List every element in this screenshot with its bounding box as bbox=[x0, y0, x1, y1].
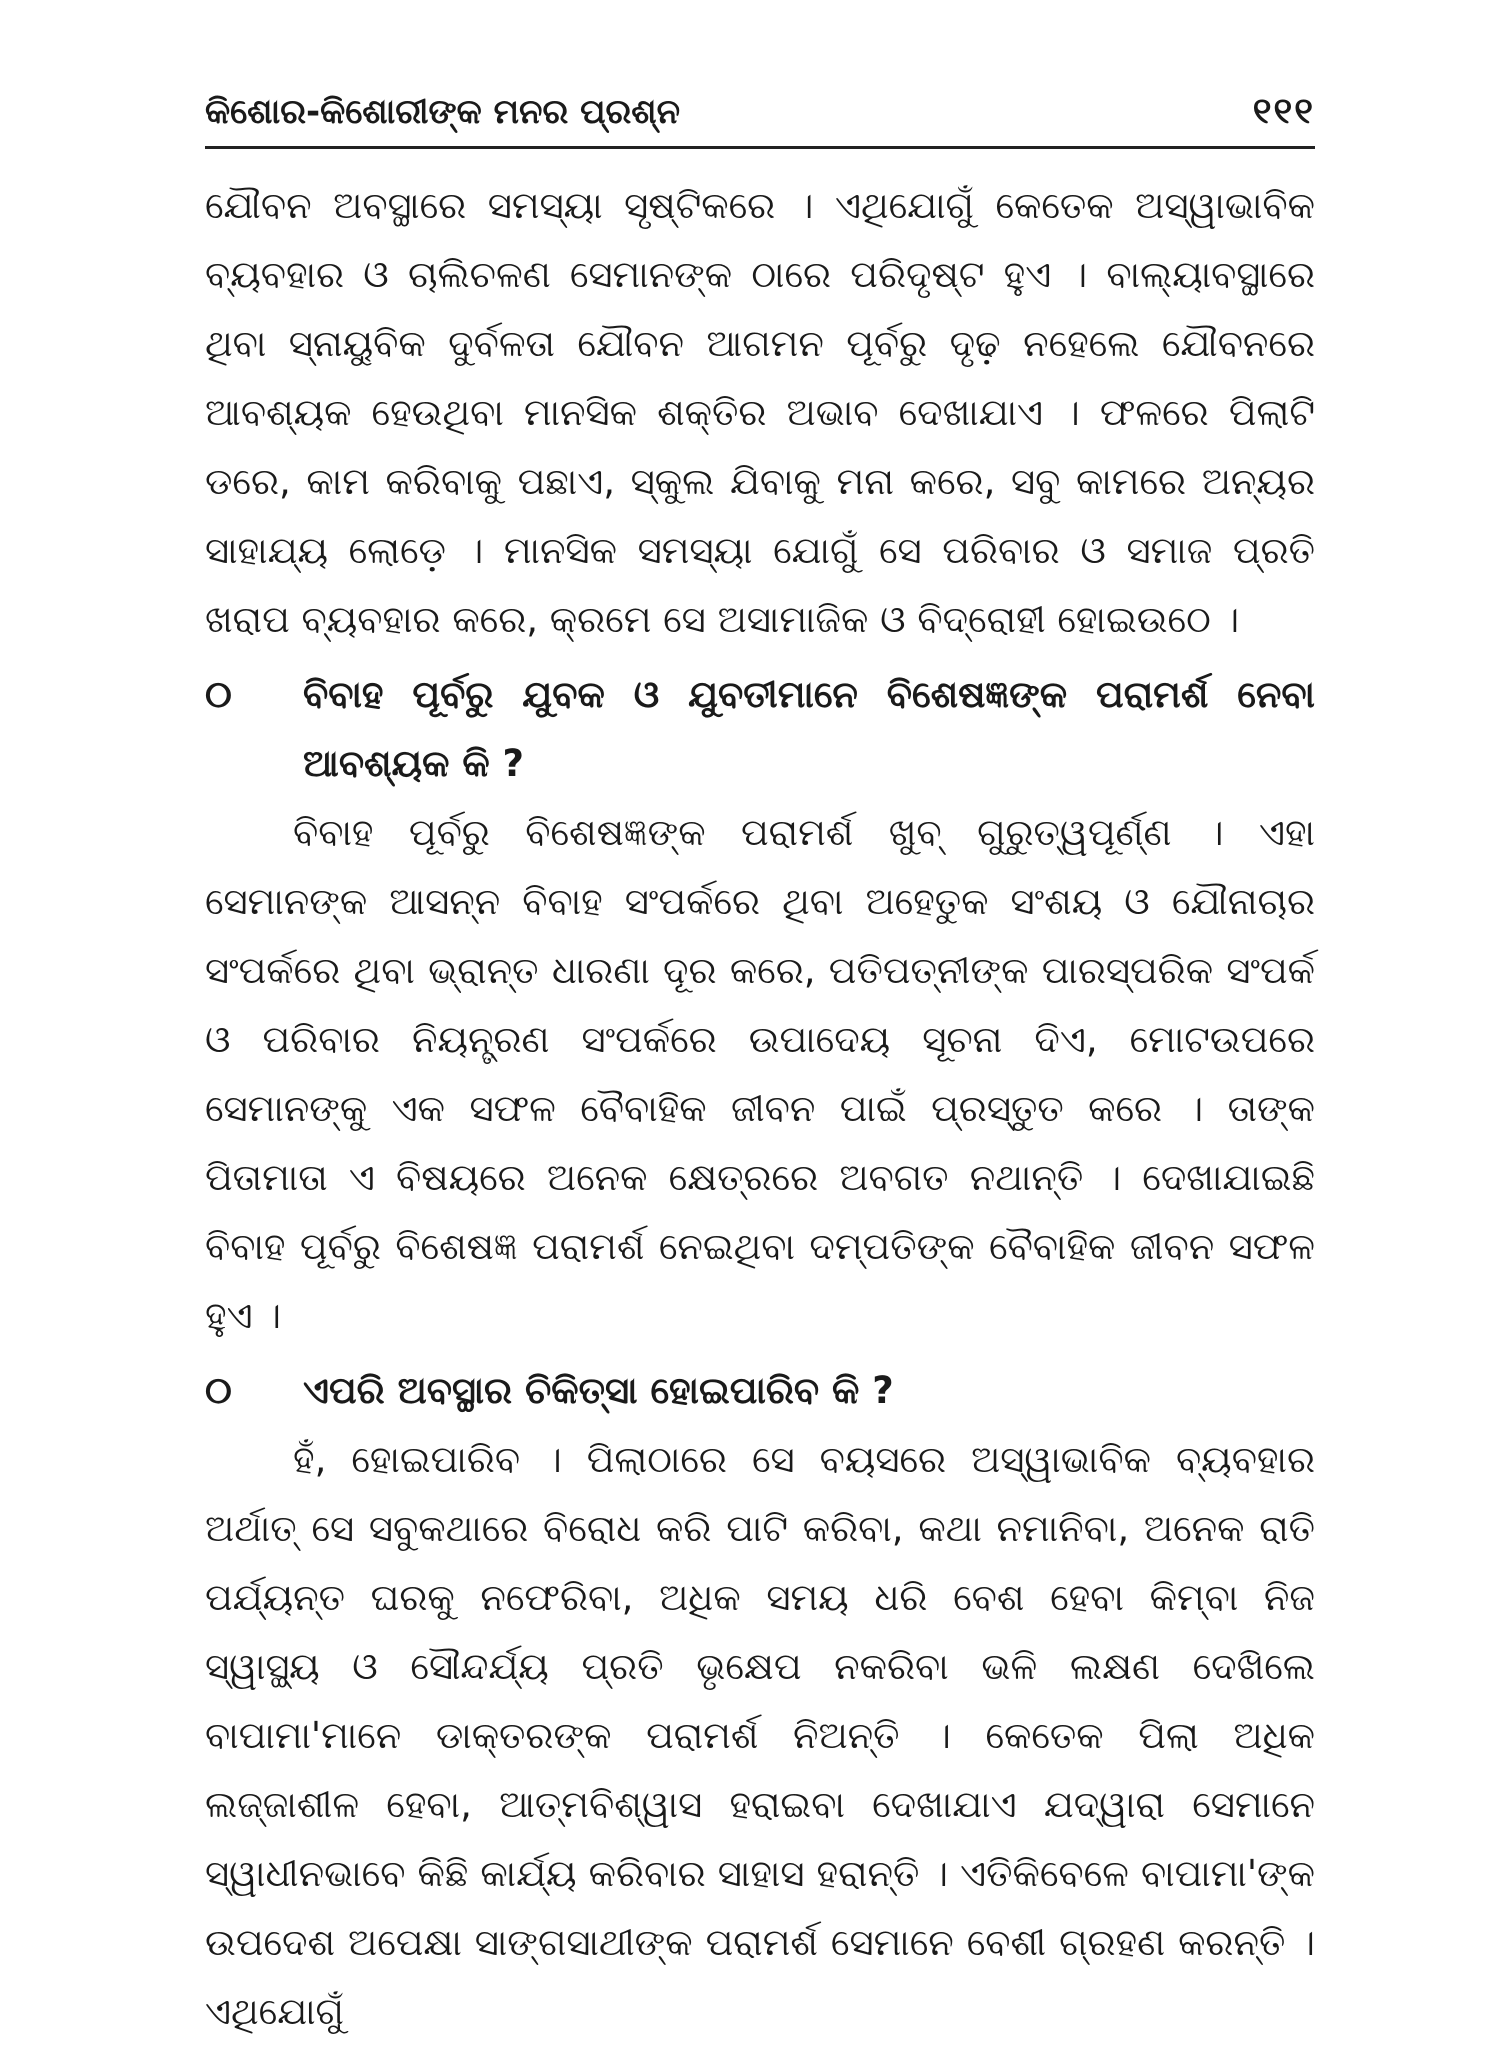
question-text-2: ଏପରି ଅବସ୍ଥାର ଚିକିତ୍ସା ହୋଇପାରିବ କି ? bbox=[303, 1369, 894, 1412]
question-marker-2: ୦ bbox=[205, 1369, 232, 1412]
paragraph-2: ବିବାହ ପୂର୍ବରୁ ବିଶେଷଜ୍ଞଙ୍କ ପରାମର୍ଶ ଖୁବ୍ ଗୁରୁତ୍ୱପୂର୍ଣ୍ଣ । ଏହା ସେମାନଙ୍କ ଆସନ୍ନ ବିବାହ ସଂପର୍କରେ ଥିବା ଅହେତୁକ ସଂଶୟ ଓ ଯୌନାଚାର ସଂପର୍କରେ ଥିବା ଭ୍ରାନ୍ତ ଧାରଣା ଦୂର କରେ, ପତିପତ୍ନୀଙ୍କ ପାରସ୍ପରିକ ସଂପର୍କ ଓ ପରିବାର ନିୟନ୍ତ୍ରଣ ସଂପର୍କରେ ଉପାଦେୟ ସୂଚନା ଦିଏ, ମୋଟଉପରେ ସେମାନଙ୍କୁ ଏକ ସଫଳ ବୈବାହିକ ଜୀବନ ପାଇଁ ପ୍ରସ୍ତୁତ କରେ । ତାଙ୍କ ପିତାମାତା ଏ ବିଷୟରେ ଅନେକ କ୍ଷେତ୍ରରେ ଅବଗତ ନଥାନ୍ତି । ଦେଖାଯାଇଛି ବିବାହ ପୂର୍ବରୁ ବିଶେଷଜ୍ଞ ପରାମର୍ଶ ନେଇଥିବା ଦମ୍ପତିଙ୍କ ବୈବାହିକ ଜୀବନ ସଫଳ ହୁଏ । bbox=[205, 811, 1315, 1337]
page-number: ୧୧୧ bbox=[1252, 91, 1315, 132]
question-1 bbox=[205, 660, 1315, 798]
question-marker-1: ୦ bbox=[205, 673, 232, 716]
question-text-1: ବିବାହ ପୂର୍ବରୁ ଯୁବକ ଓ ଯୁବତୀମାନେ ବିଶେଷଜ୍ଞଙ୍କ ପରାମର୍ଶ ନେବା ଆବଶ୍ୟକ କି ? bbox=[303, 673, 1315, 785]
page-header bbox=[205, 90, 1315, 149]
book-page bbox=[205, 90, 1315, 2033]
paragraph-1: ଯୌବନ ଅବସ୍ଥାରେ ସମସ୍ୟା ସୃଷ୍ଟିକରେ । ଏଥିଯୋଗୁଁ କେତେକ ଅସ୍ୱାଭାବିକ ବ୍ୟବହାର ଓ ଚାଲିଚଳଣ ସେମାନଙ୍କ ଠାରେ ପରିଦୃଷ୍ଟ ହୁଏ । ବାଲ୍ୟାବସ୍ଥାରେ ଥିବା ସ୍ନାୟୁବିକ ଦୁର୍ବଳତା ଯୌବନ ଆଗମନ ପୂର୍ବରୁ ଦୃଢ଼ ନହେଲେ ଯୌବନରେ ଆବଶ୍ୟକ ହେଉଥିବା ମାନସିକ ଶକ୍ତିର ଅଭାବ ଦେଖାଯାଏ । ଫଳରେ ପିଲାଟି ଡରେ, କାମ କରିବାକୁ ପଛାଏ, ସ୍କୁଲ ଯିବାକୁ ମନା କରେ, ସବୁ କାମରେ ଅନ୍ୟର ସାହାଯ୍ୟ ଲୋଡ଼େ । ମାନସିକ ସମସ୍ୟା ଯୋଗୁଁ ସେ ପରିବାର ଓ ସମାଜ ପ୍ରତି ଖରାପ ବ୍ୟବହାର କରେ, କ୍ରମେ ସେ ଅସାମାଜିକ ଓ ବିଦ୍ରୋହୀ ହୋଇଉଠେ । bbox=[205, 184, 1315, 641]
paragraph-3: ହଁ, ହୋଇପାରିବ । ପିଲାଠାରେ ସେ ବୟସରେ ଅସ୍ୱାଭାବିକ ବ୍ୟବହାର ଅର୍ଥାତ୍ ସେ ସବୁକଥାରେ ବିରୋଧ କରି ପାଟି କରିବା, କଥା ନମାନିବା, ଅନେକ ରାତି ପର୍ଯ୍ୟନ୍ତ ଘରକୁ ନଫେରିବା, ଅଧିକ ସମୟ ଧରି ବେଶ ହେବା କିମ୍ବା ନିଜ ସ୍ୱାସ୍ଥ୍ୟ ଓ ସୌନ୍ଦର୍ଯ୍ୟ ପ୍ରତି ଭୃକ୍ଷେପ ନକରିବା ଭଳି ଲକ୍ଷଣ ଦେଖିଲେ ବାପାମା'ମାନେ ଡାକ୍ତରଙ୍କ ପରାମର୍ଶ ନିଅନ୍ତି । କେତେକ ପିଲା ଅଧିକ ଲଜ୍ଜାଶୀଳ ହେବା, ଆତ୍ମବିଶ୍ୱାସ ହରାଇବା ଦେଖାଯାଏ ଯଦ୍ୱାରା ସେମାନେ ସ୍ୱାଧୀନଭାବେ କିଛି କାର୍ଯ୍ୟ କରିବାର ସାହାସ ହରାନ୍ତି । ଏତିକିବେଳେ ବାପାମା'ଙ୍କ ଉପଦେଶ ଅପେକ୍ଷା ସାଙ୍ଗସାଥୀଙ୍କ ପରାମର୍ଶ ସେମାନେ ବେଶୀ ଗ୍ରହଣ କରନ୍ତି । ଏଥିଯୋଗୁଁ bbox=[205, 1438, 1315, 2033]
page-body bbox=[205, 171, 1315, 2046]
question-2 bbox=[205, 1356, 1315, 1425]
running-title: କିଶୋର-କିଶୋରୀଙ୍କ ମନର ପ୍ରଶ୍ନ bbox=[205, 92, 680, 132]
